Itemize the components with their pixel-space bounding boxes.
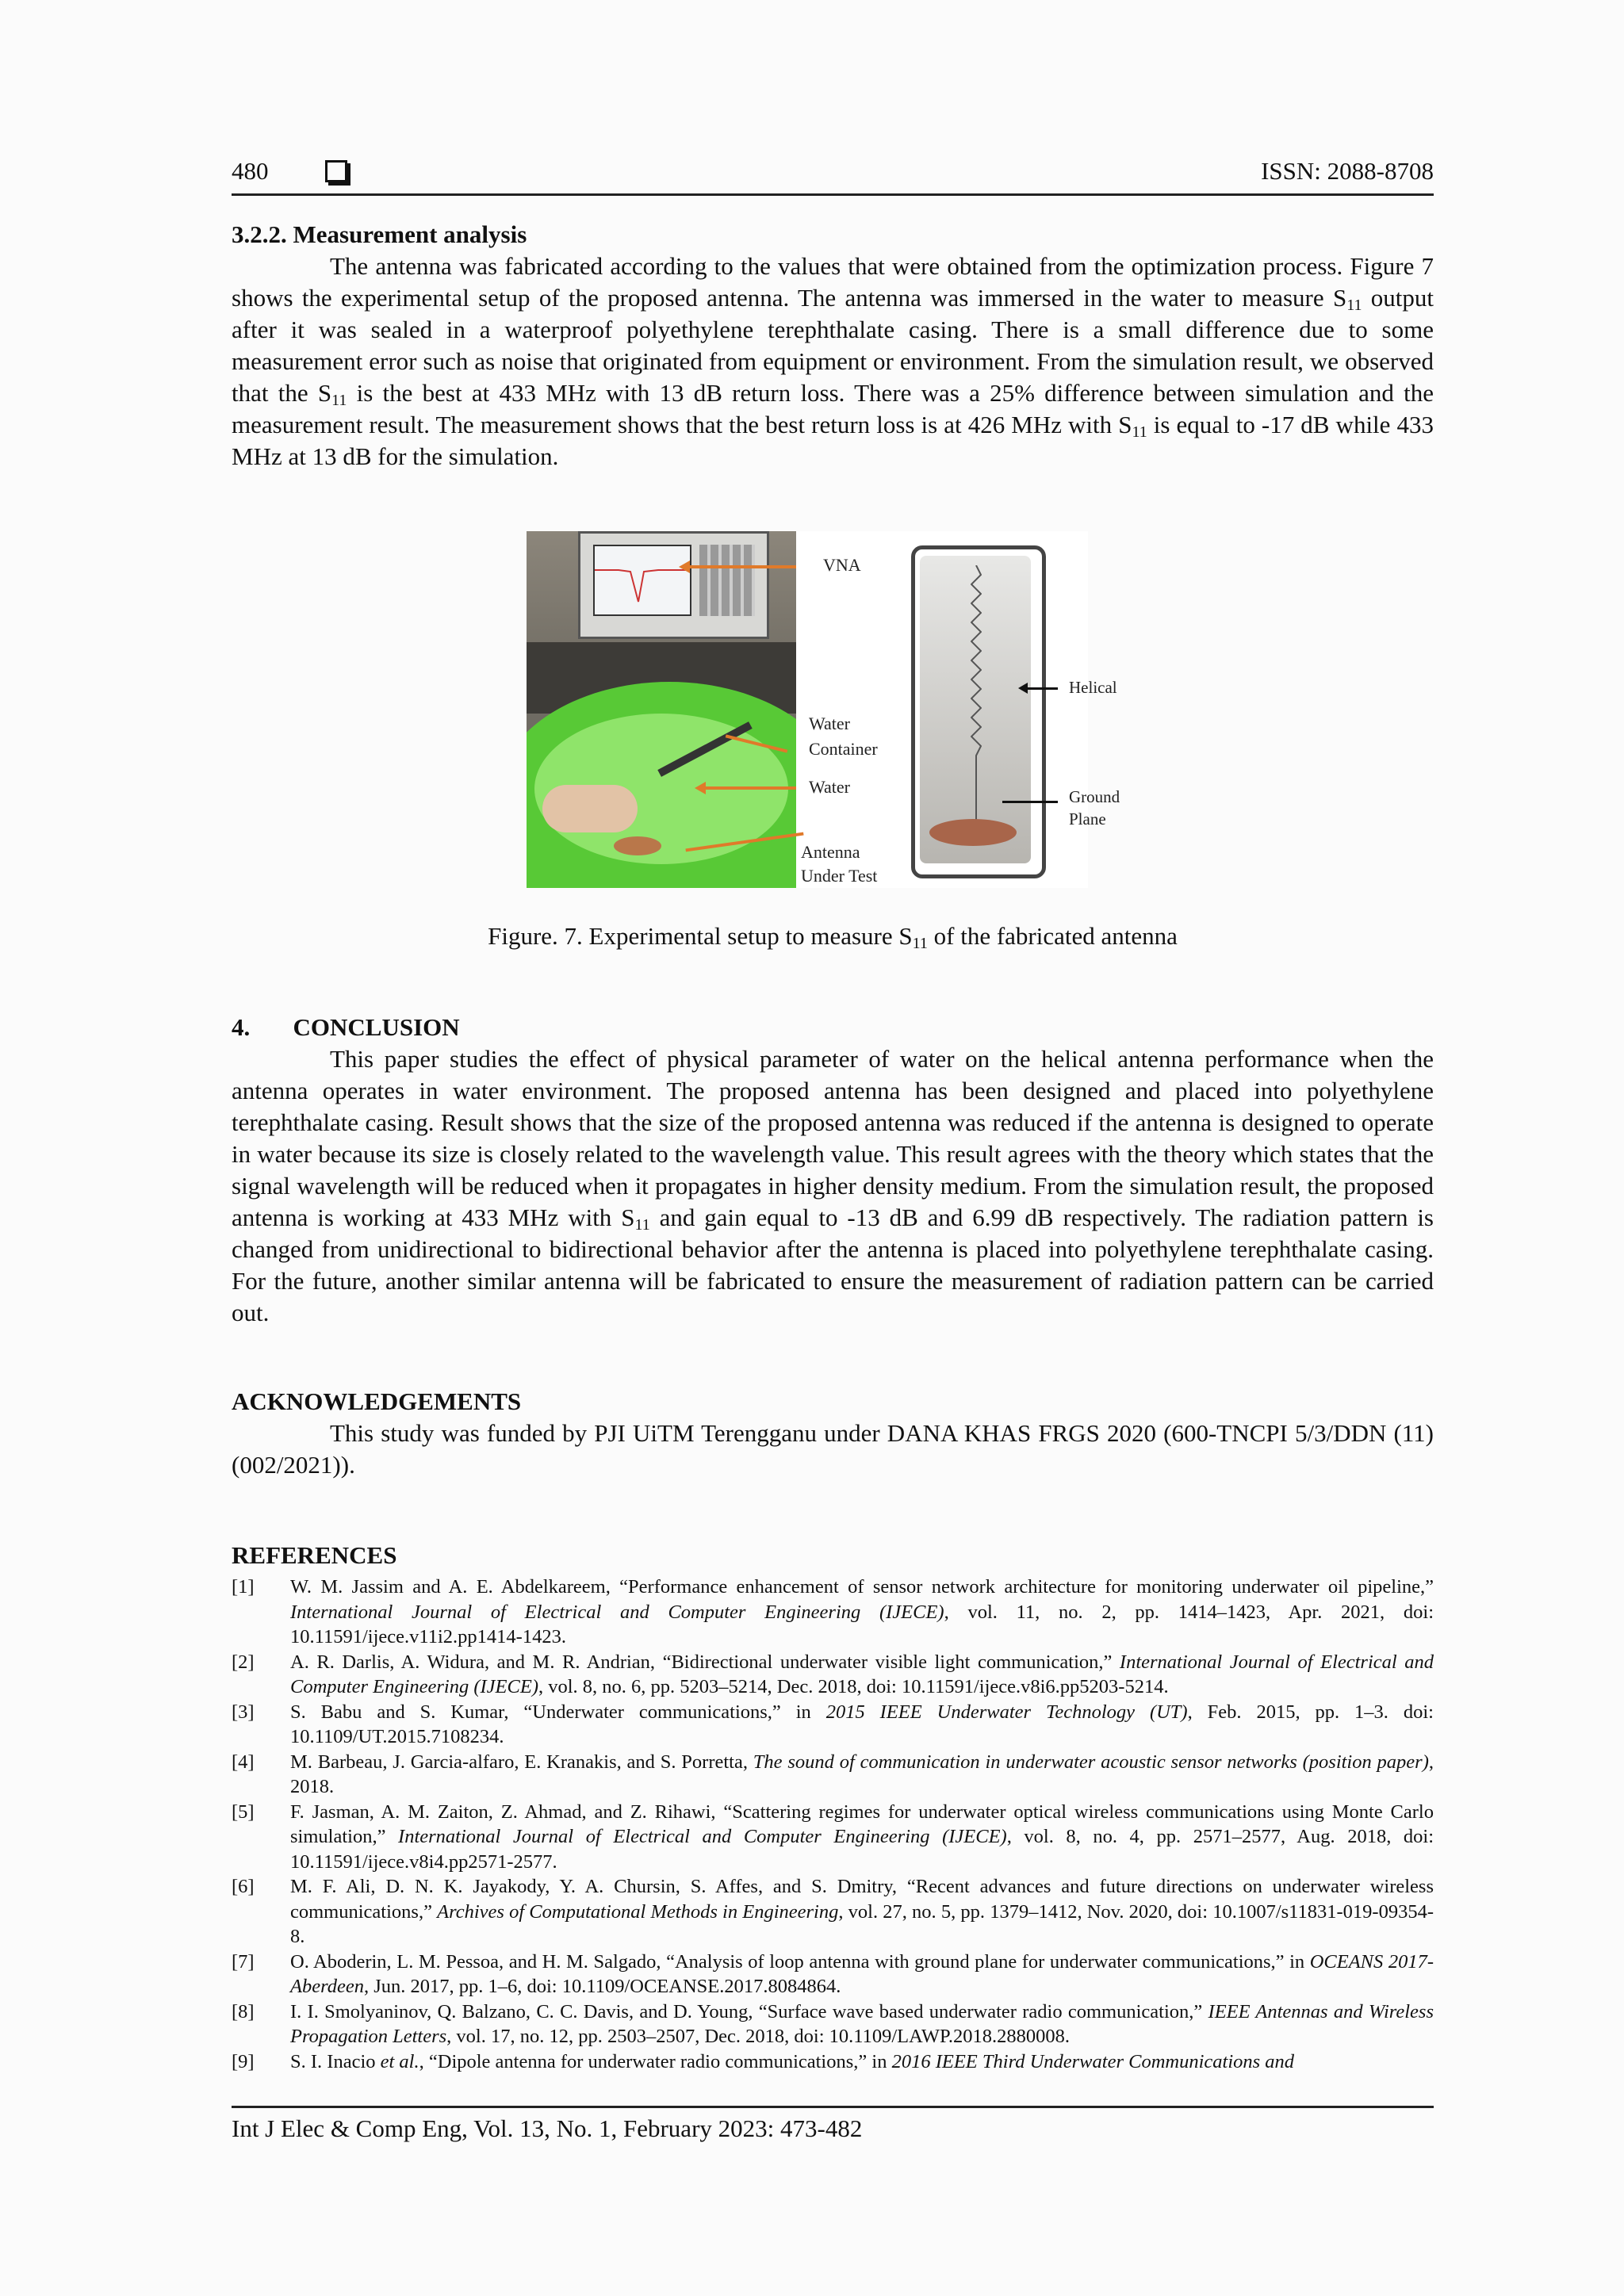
reference-item: [8] I. I. Smolyaninov, Q. Balzano, C. C. Davis, and D. Young, “Surface wave based underwater radio communication,” IEEE Antennas and Wireless Propagation Letters, vol. 17, no. 12, pp. 2503–2507, Dec. 2018, doi: 10.1109/LAWP.2018.2880008. [232, 2000, 1434, 2047]
label-antenna-under-test-1: Antenna [801, 842, 860, 862]
helical-antenna-photo [911, 545, 1046, 878]
reference-item: [5] F. Jasman, A. M. Zaiton, Z. Ahmad, and Z. Rihawi, “Scattering regimes for underwater optical wireless communications using Monte Carlo simulation,” International Journal of Electrical and Computer Engineering (IJECE), vol. 8, no. 4, pp. 2571–2577, Aug. 2018, doi: 10.11591/ijece.v8i4.pp2571-2577. [232, 1800, 1434, 1873]
page-footer: Int J Elec & Comp Eng, Vol. 13, No. 1, February 2023: 473-482 [232, 2106, 1434, 2143]
paragraph: This paper studies the effect of physical parameter of water on the helical antenna performance when the antenna operates in water environment. The proposed antenna has been designed and placed into polyethylene terephthalate casing. Result shows that the size of the proposed antenna was reduced if the antenna is designed to operate in water because its size is closely related to the wavelength value. This result agrees with the theory which states that the signal wavelength will be reduced when it propagates in higher density medium. From the simulation result, the proposed antenna is working at 433 MHz with $S_{11}$ and gain equal to -13 dB and 6.99 dB respectively. The radiation pattern is changed from unidirectional to bidirectional behavior after the antenna is placed into polyethylene terephthalate casing. For the future, another similar antenna will be fabricated to ensure the measurement of radiation pattern can be carried out. [232, 1045, 1434, 1326]
reference-number: [1] [232, 1576, 255, 1598]
references-heading: REFERENCES [232, 1541, 397, 1569]
section-acknowledgements [232, 1386, 1434, 1481]
reference-item: [6] M. F. Ali, D. N. K. Jayakody, Y. A. Chursin, S. Affes, and S. Dmitry, “Recent advances and future directions on underwater wireless communications,” Archives of Computational Methods in Engineering, vol. 27, no. 5, pp. 1379–1412, Nov. 2020, doi: 10.1007/s11831-019-09354-8. [232, 1876, 1434, 1947]
reference-item: [4] M. Barbeau, J. Garcia-alfaro, E. Kranakis, and S. Porretta, The sound of communication in underwater acoustic sensor networks (position paper), 2018. [232, 1751, 1434, 1797]
section-measurement-analysis [232, 219, 1434, 473]
label-vna: VNA [823, 555, 861, 575]
paragraph: This study was funded by PJI UiTM Terengganu under DANA KHAS FRGS 2020 (600-TNCPI 5/3/DDN (11) (002/2021)). [232, 1419, 1434, 1479]
section-conclusion [232, 1012, 1434, 1329]
reference-item: [1] W. M. Jassim and A. E. Abdelkareem, “Performance enhancement of sensor network architecture for monitoring underwater oil pipeline,” International Journal of Electrical and Computer Engineering (IJECE), vol. 11, no. 2, pp. 1414–1423, Apr. 2021, doi: 10.11591/ijece.v11i2.pp1414-1423. [232, 1576, 1434, 1647]
vna-device [578, 531, 769, 639]
reference-number: [9] [232, 2050, 255, 2072]
section-heading: 3.2.2. Measurement analysis [232, 220, 527, 248]
label-water: Water [809, 777, 850, 797]
label-antenna-under-test-2: Under Test [801, 866, 878, 886]
section-heading: 4. CONCLUSION [232, 1013, 460, 1041]
page-header [232, 152, 1434, 196]
reference-number: [2] [232, 1651, 255, 1673]
ground-plane [929, 819, 1017, 846]
label-helical: Helical [1069, 678, 1117, 697]
antenna-under-test [614, 836, 661, 855]
figure-caption: Figure. 7. Experimental setup to measure $S_{11}$ of the fabricated antenna [488, 922, 1178, 952]
reference-item: [3] S. Babu and S. Kumar, “Underwater communications,” in 2015 IEEE Underwater Technology (UT), Feb. 2015, pp. 1–3. doi: 10.1109/UT.2015.7108234. [232, 1701, 1434, 1747]
references-list [232, 1575, 1434, 2074]
reference-number: [3] [232, 1701, 255, 1723]
issn: ISSN: 2088-8708 [1261, 157, 1434, 185]
reference-number: [5] [232, 1800, 255, 1823]
reference-number: [7] [232, 1950, 255, 1973]
checkbox-square-icon [325, 160, 347, 182]
reference-number: [4] [232, 1751, 255, 1773]
setup-photo [527, 531, 796, 888]
reference-item: [2] A. R. Darlis, A. Widura, and M. R. Andrian, “Bidirectional underwater visible light communication,” International Journal of Electrical and Computer Engineering (IJECE), vol. 8, no. 6, pp. 5203–5214, Dec. 2018, doi: 10.11591/ijece.v8i6.pp5203-5214. [232, 1651, 1434, 1697]
label-water-container-2: Container [809, 739, 878, 759]
setup-labels [796, 531, 899, 888]
helical-coil [971, 565, 982, 827]
paragraph: The antenna was fabricated according to the values that were obtained from the optimization process. Figure 7 shows the experimental setup of the proposed antenna. The antenna was immersed in the water to measure $S_{11}$ output after it was sealed in a waterproof polyethylene terephthalate casing. There is a small difference due to some measurement error such as noise that originated from equipment or environment. From the simulation result, we observed that the $S_{11}$ is the best at 433 MHz with 13 dB return loss. There was a 25% difference between simulation and the measurement result. The measurement shows that the best return loss is at 426 MHz with $S_{11}$ is equal to -17 dB while 433 MHz at 13 dB for the simulation. [232, 252, 1434, 470]
reference-item: [7] O. Aboderin, L. M. Pessoa, and H. M. Salgado, “Analysis of loop antenna with ground plane for underwater communications,” in OCEANS 2017-Aberdeen, Jun. 2017, pp. 1–6, doi: 10.1109/OCEANSE.2017.8084864. [232, 1950, 1434, 1997]
label-ground-plane-2: Plane [1069, 809, 1106, 828]
section-heading: ACKNOWLEDGEMENTS [232, 1387, 522, 1415]
reference-number: [8] [232, 2000, 255, 2022]
reference-item: [9] S. I. Inacio et al., “Dipole antenna for underwater radio communications,” in 2016 IEEE Third Underwater Communications and [232, 2049, 1434, 2075]
page-number: 480 [232, 157, 269, 185]
reference-number: [6] [232, 1876, 255, 1897]
label-ground-plane-1: Ground [1069, 787, 1120, 806]
figure-7-image [527, 531, 1120, 888]
label-water-container-1: Water [809, 714, 850, 733]
